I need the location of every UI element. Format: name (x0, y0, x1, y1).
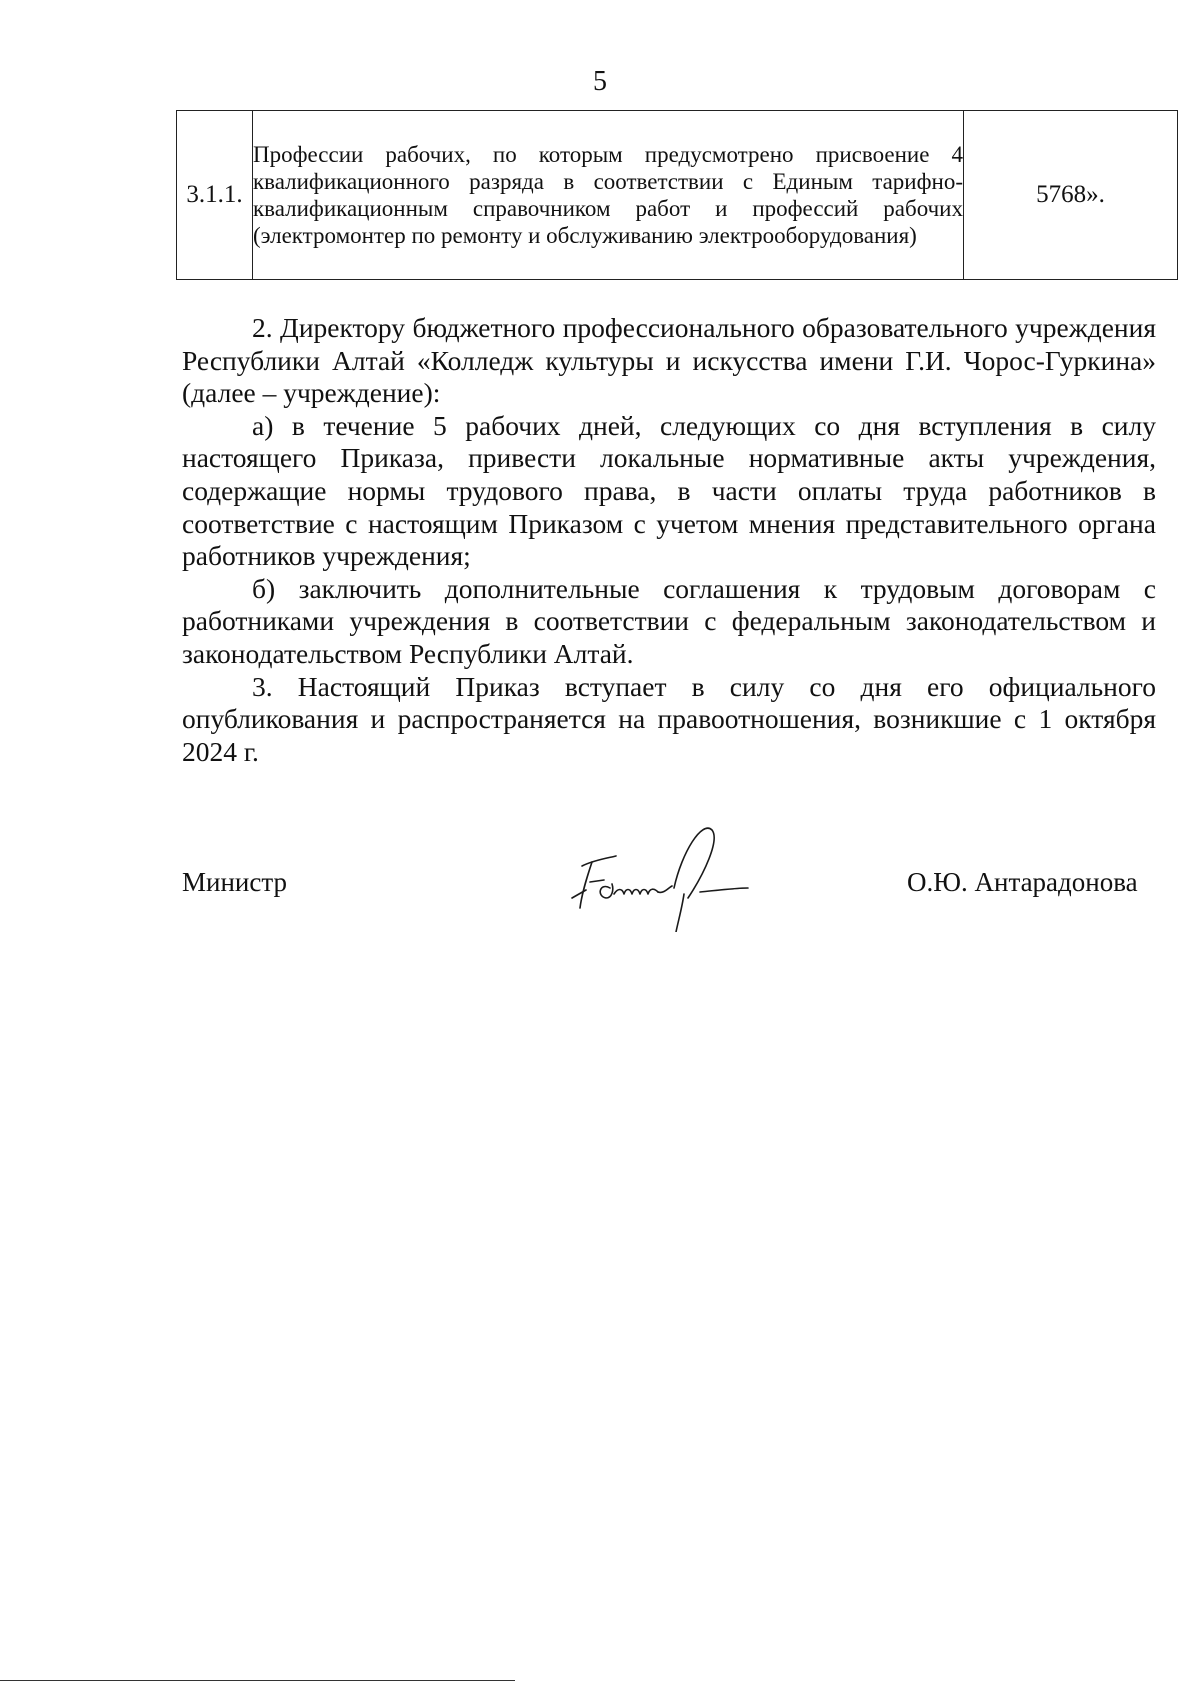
row-amount: 5768». (964, 111, 1178, 280)
row-description: Профессии рабочих, по которым предусмотрено присвоение 4 квалификационного разряда в соответствии с Единым тарифно-квалификационным справочником работ и профессий рабочих (электромонтер по ремонту и обслуживанию электрооборудования) (253, 111, 964, 280)
signatory-title: Министр (182, 867, 287, 897)
page-number: 5 (593, 66, 607, 97)
paragraph-2b: б) заключить дополнительные соглашения к трудовым договорам с работниками учреждения в соответствии с федеральным законодательством и законодательством Республики Алтай. (182, 572, 1156, 669)
tariff-table (176, 110, 1178, 280)
order-body (182, 312, 1156, 768)
paragraph-2a: а) в течение 5 рабочих дней, следующих со дня вступления в силу настоящего Приказа, привести локальные нормативные акты учреждения, содержащие нормы трудового права, в части оплаты труда работников в соответствие с настоящим Приказом с учетом мнения представительного органа работников учреждения; (182, 409, 1156, 572)
handwritten-signature (552, 812, 792, 932)
footer-divider (0, 1680, 515, 1681)
paragraph-2: 2. Директору бюджетного профессионального образовательного учреждения Республики Алтай «Колледж культуры и искусства имени Г.И. Чорос-Гуркина» (далее – учреждение): (182, 312, 1156, 409)
table-row (177, 111, 1178, 280)
paragraph-3: 3. Настоящий Приказ вступает в силу со дня его официального опубликования и распространяется на правоотношения, возникшие с 1 октября 2024 г. (182, 670, 1156, 767)
row-code: 3.1.1. (177, 111, 253, 280)
signatory-name: О.Ю. Антарадонова (907, 867, 1138, 897)
